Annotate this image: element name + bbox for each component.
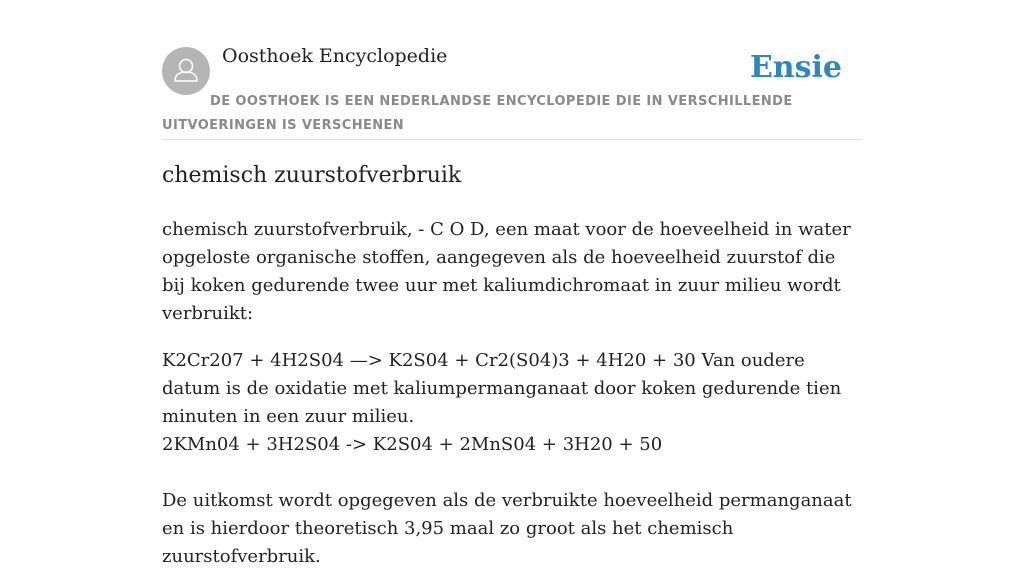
user-placeholder-icon[interactable] <box>162 47 210 95</box>
brand-logo[interactable]: Ensie <box>749 50 842 85</box>
article-paragraph-permanganate-formula: 2KMn04 + 3H2S04 -> K2S04 + 2MnS04 + 3H20 + 50 <box>162 434 663 455</box>
article-paragraph-definition: chemisch zuurstofverbruik, - C O D, een maat voor de hoeveelheid in water opgeloste organische stoffen, aangegeven als de hoeveelheid zuurstof die bij koken gedurende twee uur met kaliumdichromaat in zuur milieu wordt verbruikt: <box>162 219 851 324</box>
article-paragraph-dichromate: K2Cr207 + 4H2S04 —> K2S04 + Cr2(S04)3 + 4H20 + 30 Van oudere datum is de oxidatie met kaliumpermanganaat door koken gedurende tien minuten in een zuur milieu. <box>162 350 842 427</box>
site-header <box>162 0 862 140</box>
site-name[interactable]: Oosthoek Encyclopedie <box>222 45 448 67</box>
article-body <box>162 216 862 571</box>
content-column <box>162 0 862 567</box>
article-title: chemisch zuurstofverbruik <box>162 163 462 188</box>
article-paragraph-conclusion: De uitkomst wordt opgegeven als de verbruikte hoeveelheid permanganaat en is hierdoor theoretisch 3,95 maal zo groot als het chemisch zuurstofverbruik. <box>162 490 852 567</box>
site-tagline: DE OOSTHOEK IS EEN NEDERLANDSE ENCYCLOPEDIE DIE IN VERSCHILLENDE UITVOERINGEN IS VERSCHENEN <box>162 94 793 133</box>
